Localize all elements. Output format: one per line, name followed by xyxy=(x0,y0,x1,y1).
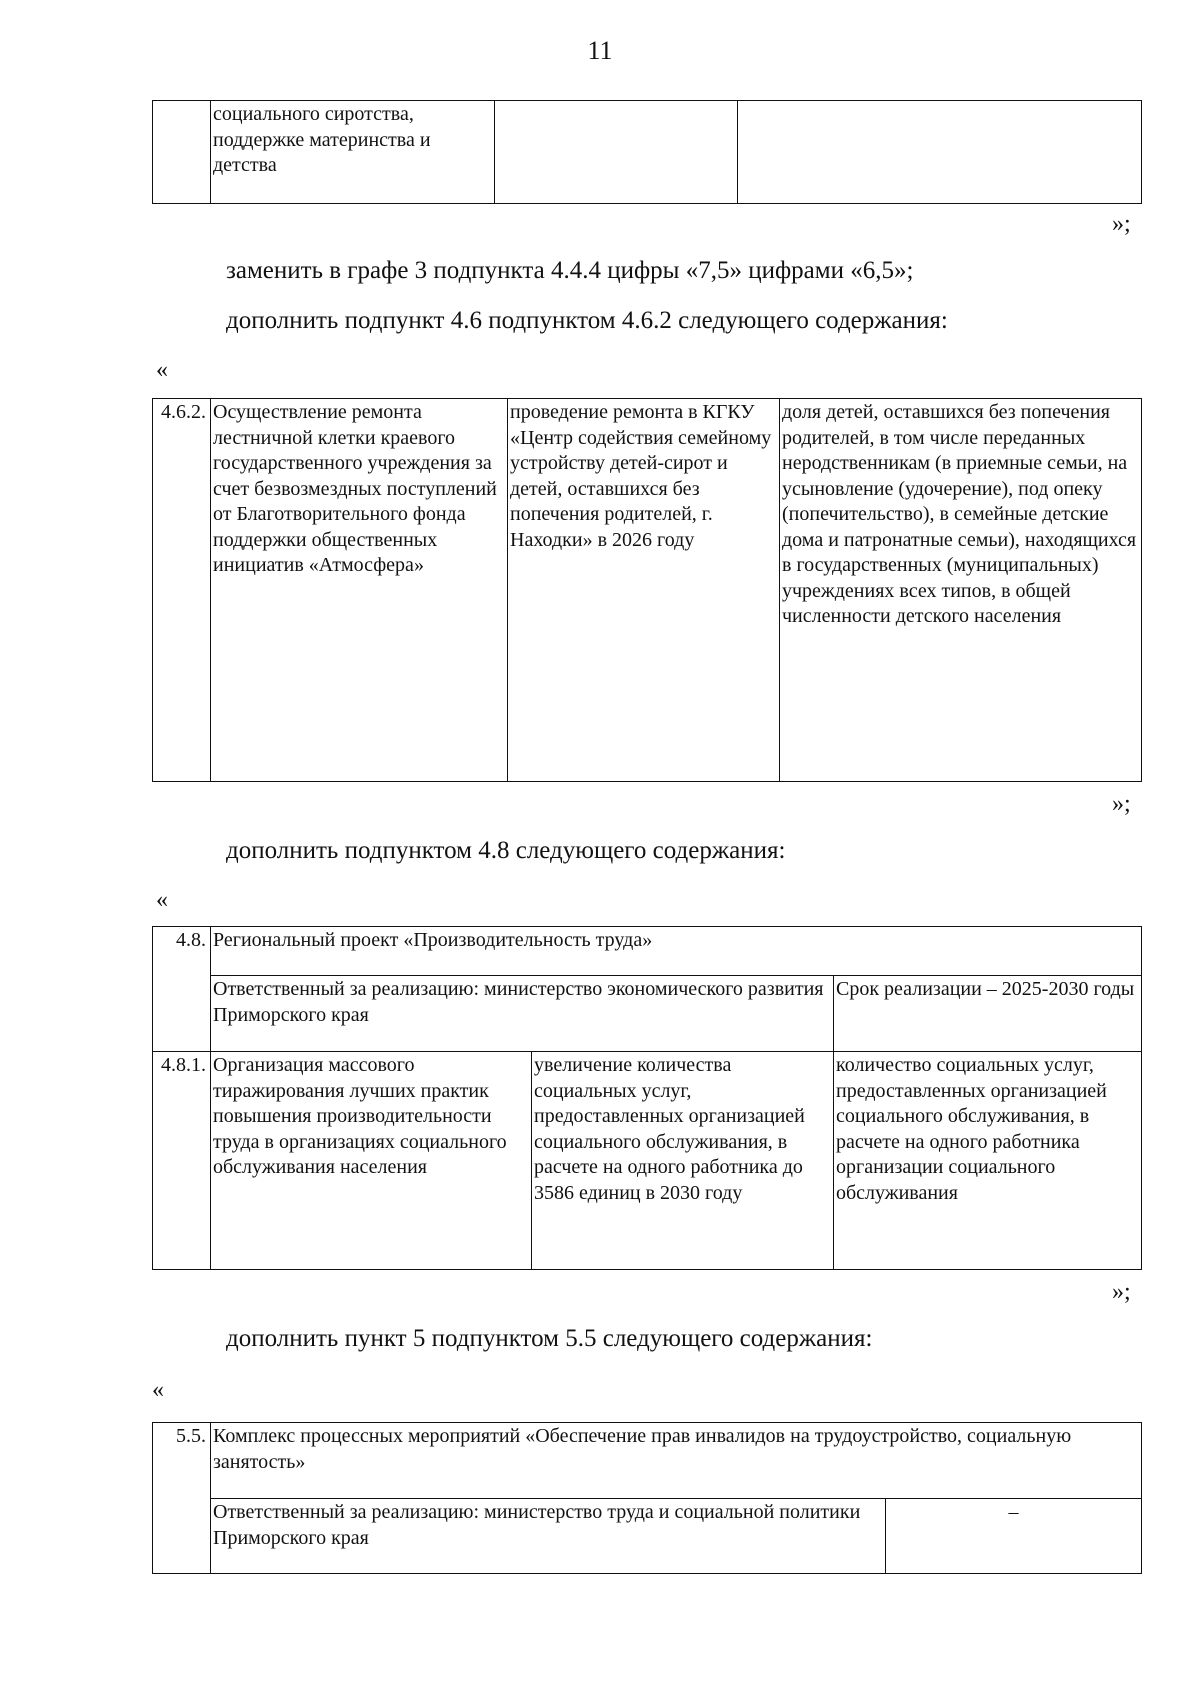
table-row xyxy=(153,1423,1142,1499)
table-cell-result xyxy=(495,101,738,204)
responsible-cell: Ответственный за реализацию: министерство экономического развития Приморского края xyxy=(211,976,834,1052)
task-cell: Осуществление ремонта лестничной клетки краевого государственного учреждения за счет безвозмездных поступлений от Благотворительного фонда поддержки общественных инициатив «Атмосфера» xyxy=(211,399,508,782)
complex-title: Комплекс процессных мероприятий «Обеспечение прав инвалидов на трудоустройство, социальную занятость» xyxy=(211,1423,1142,1499)
paragraph-add-462: дополнить подпункт 4.6 подпунктом 4.6.2 следующего содержания: xyxy=(226,307,948,334)
term-cell: Срок реализации – 2025-2030 годы xyxy=(834,976,1142,1052)
responsible-cell: Ответственный за реализацию: министерство труда и социальной политики Приморского края xyxy=(211,1499,886,1574)
table-462 xyxy=(152,398,1142,782)
task-cell: Организация массового тиражирования лучших практик повышения производительности труда в организациях социального обслуживания населения xyxy=(211,1052,532,1270)
table-55 xyxy=(152,1422,1142,1574)
table-cell-number xyxy=(153,101,211,204)
opening-quote: « xyxy=(152,1377,164,1403)
table-row xyxy=(153,927,1142,976)
result-cell: проведение ремонта в КГКУ «Центр содействия семейному устройству детей-сирот и детей, оставшихся без попечения родителей, г. Находки» в 2026 году xyxy=(508,399,780,782)
paragraph-replace-digits: заменить в графе 3 подпункта 4.4.4 цифры «7,5» цифрами «6,5»; xyxy=(226,257,914,284)
result-cell: увеличение количества социальных услуг, предоставленных организацией социального обслуживания, в расчете на одного работника до 3586 единиц в 2030 году xyxy=(532,1052,834,1270)
opening-quote: « xyxy=(156,887,168,913)
indicator-cell: количество социальных услуг, предоставленных организацией социального обслуживания, в расчете на одного работника организации социального обслуживания xyxy=(834,1052,1142,1270)
table-48 xyxy=(152,926,1142,1270)
term-cell: – xyxy=(886,1499,1142,1574)
section-number: 5.5. xyxy=(153,1423,211,1574)
closing-quote: »; xyxy=(1112,791,1131,817)
indicator-cell: доля детей, оставшихся без попечения родителей, в том числе переданных неродственникам (в приемные семьи, на усыновление (удочерение), под опеку (попечительство), в семейные детские дома и патронатные семьи), находящихся в государственных (муниципальных) учреждениях всех типов, в общей численности детского населения xyxy=(780,399,1142,782)
paragraph-add-55: дополнить пункт 5 подпунктом 5.5 следующего содержания: xyxy=(226,1325,873,1352)
table-continuation xyxy=(152,100,1142,204)
table-cell-indicator xyxy=(738,101,1142,204)
table-row xyxy=(153,1052,1142,1270)
table-row xyxy=(153,399,1142,782)
table-row xyxy=(153,1499,1142,1574)
table-row xyxy=(153,976,1142,1052)
row-number: 4.6.2. xyxy=(153,399,211,782)
row-number: 4.8.1. xyxy=(153,1052,211,1270)
project-title: Региональный проект «Производительность труда» xyxy=(211,927,1142,976)
closing-quote: »; xyxy=(1112,1279,1131,1305)
opening-quote: « xyxy=(156,357,168,383)
section-number: 4.8. xyxy=(153,927,211,1052)
table-row xyxy=(153,101,1142,204)
closing-quote: »; xyxy=(1112,211,1131,237)
page-number: 11 xyxy=(587,36,613,65)
paragraph-add-48: дополнить подпунктом 4.8 следующего содержания: xyxy=(226,837,786,864)
table-cell-task: социального сиротства, поддержке материнства и детства xyxy=(211,101,495,204)
